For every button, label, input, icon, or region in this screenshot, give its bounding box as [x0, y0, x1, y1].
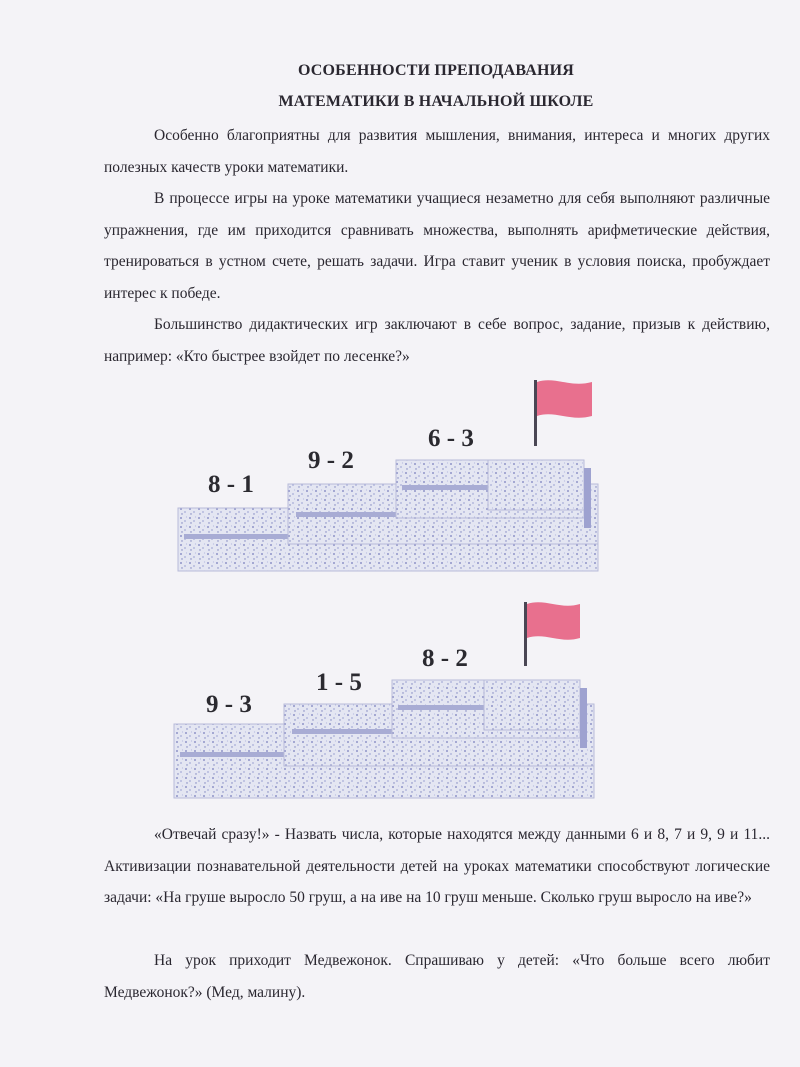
- page-title-line-1: ОСОБЕННОСТИ ПРЕПОДАВАНИЯ: [297, 62, 575, 79]
- flag-icon: [537, 380, 592, 417]
- flag-pole: [524, 602, 527, 666]
- step-label-3: 6 - 3: [428, 425, 474, 452]
- paragraph-3: Большинство дидактических игр заключают в себе вопрос, задание, призыв к действию, например: «Кто быстрее взойдет по лесенке?»: [104, 316, 770, 365]
- step-label-1: 9 - 3: [206, 691, 252, 718]
- step-label-3: 8 - 2: [422, 645, 468, 672]
- paragraph-2: В процессе игры на уроке математики учащиеся незаметно для себя выполняют различные упражнения, где им приходится сравнивать множества, выполнять арифметические действия, тренироваться в устном счете, решать задачи. Игра ставит ученик в условия поиска, пробуждает интерес к победе.: [104, 190, 770, 302]
- paragraph-4: «Отвечай сразу!» - Назвать числа, которые находятся между данными 6 и 8, 7 и 9, 9 и 11... Активизации познавательной деятельности детей на уроках математики способствуют логические задачи: «На груше выросло 50 груш, а на иве на 10 груш меньше. Сколько груш выросло на иве?»: [104, 826, 770, 906]
- paragraph-5: На урок приходит Медвежонок. Спрашиваю у детей: «Что больше всего любит Медвежонок?» (Мед, малину).: [104, 952, 770, 1001]
- step-label-2: 1 - 5: [316, 669, 362, 696]
- paragraph-1: Особенно благоприятны для развития мышления, внимания, интереса и многих других полезных качеств уроки математики.: [104, 127, 770, 176]
- step-label-1: 8 - 1: [208, 471, 254, 498]
- stairs-illustration-1: [170, 372, 610, 582]
- step-label-2: 9 - 2: [308, 447, 354, 474]
- flag-pole: [534, 380, 537, 446]
- stairs-illustration-2: [166, 596, 606, 808]
- flag-icon: [527, 602, 580, 639]
- page-title-line-2: МАТЕМАТИКИ В НАЧАЛЬНОЙ ШКОЛЕ: [278, 93, 594, 110]
